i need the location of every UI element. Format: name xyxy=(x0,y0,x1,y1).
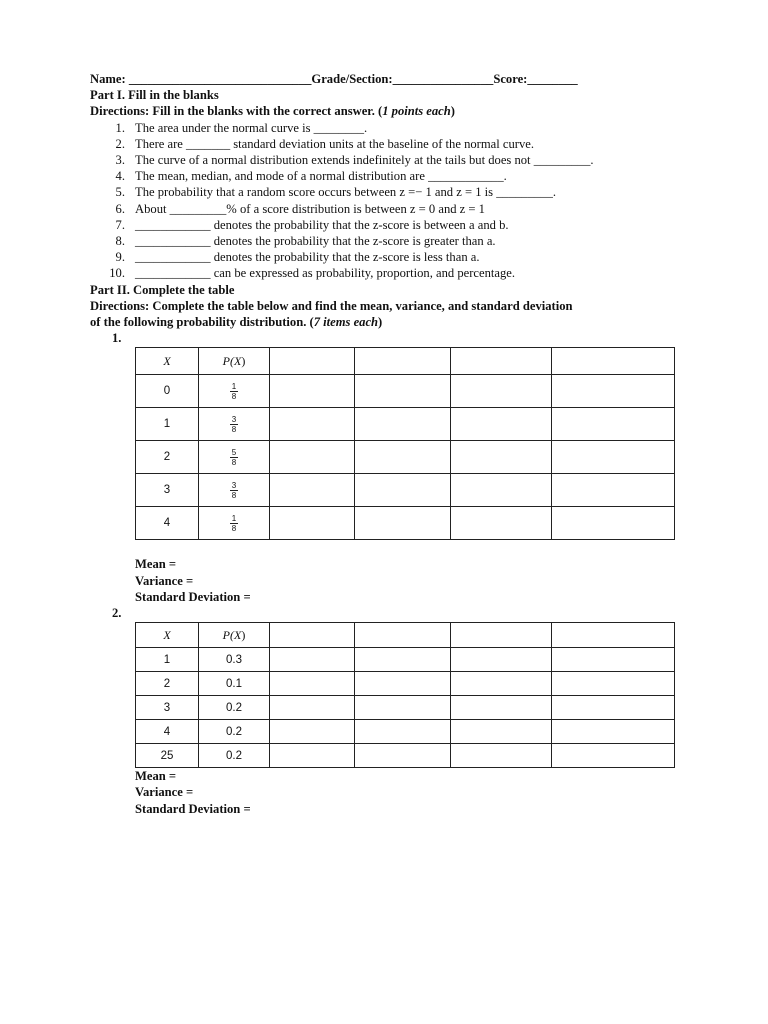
header-px xyxy=(199,623,270,648)
blank-cell[interactable] xyxy=(552,696,675,720)
header-px-close: ) xyxy=(241,627,246,642)
px-value: 0.3 xyxy=(199,648,270,672)
header-px-p: P( xyxy=(222,353,234,368)
part2-items-each: 7 items each xyxy=(313,315,379,330)
item-text: ____________ can be expressed as probability, proportion, and percentage. xyxy=(135,266,516,281)
fraction-numerator: 1 xyxy=(231,513,237,523)
header-px-close: ) xyxy=(241,353,246,368)
item-number: 2. xyxy=(115,136,125,151)
fraction xyxy=(230,415,238,434)
list-item xyxy=(90,152,690,168)
px-value xyxy=(199,474,270,507)
px-value: 0.2 xyxy=(199,696,270,720)
blank-cell[interactable] xyxy=(270,348,355,375)
fraction xyxy=(230,382,238,401)
item-number: 7. xyxy=(115,217,125,232)
fraction-denominator: 8 xyxy=(231,424,237,434)
blank-cell[interactable] xyxy=(270,696,355,720)
part1-title: Part I. Fill in the blanks xyxy=(90,88,219,103)
px-value: 0.2 xyxy=(199,744,270,768)
x-value: 3 xyxy=(136,474,199,507)
x-value: 25 xyxy=(136,744,199,768)
x-value: 2 xyxy=(136,441,199,474)
blank-cell[interactable] xyxy=(270,408,355,441)
header-x-text: X xyxy=(163,627,171,642)
px-value xyxy=(199,375,270,408)
blank-cell[interactable] xyxy=(355,474,451,507)
list-item xyxy=(90,136,690,152)
fraction-denominator: 8 xyxy=(231,391,237,401)
list-item xyxy=(90,201,690,217)
blank-cell[interactable] xyxy=(552,441,675,474)
table-row xyxy=(136,648,675,672)
header-px-x: X xyxy=(233,627,242,642)
table-row xyxy=(136,507,675,540)
part1-directions-close: ) xyxy=(450,104,455,119)
x-value: 1 xyxy=(136,648,199,672)
item-text: The probability that a random score occurs between z =− 1 and z = 1 is _________. xyxy=(135,185,557,200)
blank-cell[interactable] xyxy=(451,623,552,648)
blank-cell[interactable] xyxy=(451,744,552,768)
x-value: 0 xyxy=(136,375,199,408)
blank-cell[interactable] xyxy=(355,375,451,408)
fraction-numerator: 1 xyxy=(231,381,237,391)
blank-cell[interactable] xyxy=(355,744,451,768)
blank-cell[interactable] xyxy=(451,375,552,408)
px-value xyxy=(199,441,270,474)
part2-directions-close: ) xyxy=(378,315,383,330)
blank-cell[interactable] xyxy=(270,375,355,408)
x-value: 4 xyxy=(136,507,199,540)
part2-directions-line2 xyxy=(90,314,690,330)
blank-cell[interactable] xyxy=(451,474,552,507)
blank-cell[interactable] xyxy=(355,648,451,672)
blank-cell[interactable] xyxy=(552,720,675,744)
blank-cell[interactable] xyxy=(451,720,552,744)
fraction-numerator: 3 xyxy=(231,480,237,490)
blank-cell[interactable] xyxy=(552,375,675,408)
header-px xyxy=(199,348,270,375)
fraction xyxy=(230,481,238,500)
table-row xyxy=(136,696,675,720)
blank-cell[interactable] xyxy=(355,696,451,720)
mean-label: Mean = xyxy=(135,557,177,572)
blank-cell[interactable] xyxy=(552,648,675,672)
table-row xyxy=(136,375,675,408)
item-number: 8. xyxy=(115,234,125,249)
part1-directions-text: Directions: Fill in the blanks with the correct answer. ( xyxy=(90,104,383,119)
blank-cell[interactable] xyxy=(270,720,355,744)
item-number: 10. xyxy=(109,266,125,281)
part1-items-list xyxy=(90,120,690,282)
table-row xyxy=(136,408,675,441)
blank-cell[interactable] xyxy=(451,507,552,540)
item-text: ____________ denotes the probability that the z-score is between a and b. xyxy=(135,217,509,232)
blank-cell[interactable] xyxy=(355,507,451,540)
part2-directions-text: of the following probability distribution. ( xyxy=(90,315,314,330)
table-row xyxy=(136,672,675,696)
name-grade-score-line: Name: _____________________________Grade/Section:________________Score:________ xyxy=(90,72,578,86)
px-value xyxy=(199,408,270,441)
blank-cell[interactable] xyxy=(355,441,451,474)
blank-cell[interactable] xyxy=(270,623,355,648)
blank-cell[interactable] xyxy=(552,474,675,507)
header-px-p: P( xyxy=(222,627,234,642)
header-x-text: X xyxy=(163,353,171,368)
item-number: 3. xyxy=(115,153,125,168)
blank-cell[interactable] xyxy=(552,744,675,768)
blank-cell[interactable] xyxy=(270,474,355,507)
blank-cell[interactable] xyxy=(270,672,355,696)
item-text: The area under the normal curve is ________. xyxy=(135,120,368,135)
blank-cell[interactable] xyxy=(270,507,355,540)
standard-deviation-label: Standard Deviation = xyxy=(135,801,251,816)
blank-cell[interactable] xyxy=(552,623,675,648)
blank-cell[interactable] xyxy=(451,696,552,720)
blank-cell[interactable] xyxy=(270,744,355,768)
list-item xyxy=(90,184,690,200)
blank-cell[interactable] xyxy=(451,648,552,672)
blank-cell[interactable] xyxy=(552,672,675,696)
blank-cell[interactable] xyxy=(451,672,552,696)
list-item xyxy=(90,217,690,233)
fraction-denominator: 8 xyxy=(231,523,237,533)
table1-number: 1. xyxy=(112,331,122,346)
table-row xyxy=(136,744,675,768)
blank-cell[interactable] xyxy=(451,348,552,375)
list-item xyxy=(90,233,690,249)
probability-table-2 xyxy=(135,622,675,768)
px-value xyxy=(199,507,270,540)
fraction xyxy=(230,514,238,533)
table-header-row xyxy=(136,623,675,648)
blank-cell[interactable] xyxy=(270,648,355,672)
header-x xyxy=(136,623,199,648)
item-text: ____________ denotes the probability that the z-score is greater than a. xyxy=(135,234,496,249)
table2-number: 2. xyxy=(112,606,122,621)
probability-table-1 xyxy=(135,347,675,540)
worksheet-content xyxy=(90,71,690,817)
x-value: 4 xyxy=(136,720,199,744)
list-item xyxy=(90,249,690,265)
list-item xyxy=(90,168,690,184)
part2-title: Part II. Complete the table xyxy=(90,282,235,297)
blank-cell[interactable] xyxy=(355,408,451,441)
fraction-denominator: 8 xyxy=(231,490,237,500)
fraction-numerator: 5 xyxy=(231,447,237,457)
mean-label: Mean = xyxy=(135,769,177,784)
list-item xyxy=(90,120,690,136)
blank-cell[interactable] xyxy=(552,408,675,441)
x-value: 2 xyxy=(136,672,199,696)
blank-cell[interactable] xyxy=(552,507,675,540)
item-number: 9. xyxy=(115,250,125,265)
list-item xyxy=(90,265,690,281)
fraction-denominator: 8 xyxy=(231,457,237,467)
blank-cell[interactable] xyxy=(355,348,451,375)
table-row xyxy=(136,474,675,507)
blank-cell[interactable] xyxy=(355,623,451,648)
part2-directions-line1: Directions: Complete the table below and find the mean, variance, and standard deviation xyxy=(90,298,573,313)
x-value: 1 xyxy=(136,408,199,441)
item-number: 1. xyxy=(115,120,125,135)
table-row xyxy=(136,441,675,474)
item-text: There are _______ standard deviation units at the baseline of the normal curve. xyxy=(135,136,535,151)
part1-points: 1 points each xyxy=(382,104,451,119)
header-x xyxy=(136,348,199,375)
blank-cell[interactable] xyxy=(451,408,552,441)
fraction xyxy=(230,448,238,467)
header-px-x: X xyxy=(233,353,242,368)
standard-deviation-label: Standard Deviation = xyxy=(135,589,251,604)
table-row xyxy=(136,720,675,744)
blank-cell[interactable] xyxy=(355,720,451,744)
item-text: ____________ denotes the probability that the z-score is less than a. xyxy=(135,250,480,265)
item-number: 6. xyxy=(115,201,125,216)
variance-label: Variance = xyxy=(135,573,194,588)
item-number: 5. xyxy=(115,185,125,200)
table-header-row xyxy=(136,348,675,375)
variance-label: Variance = xyxy=(135,785,194,800)
blank-cell[interactable] xyxy=(552,348,675,375)
item-text: The curve of a normal distribution extends indefinitely at the tails but does not _________. xyxy=(135,153,594,168)
item-number: 4. xyxy=(115,169,125,184)
part1-directions xyxy=(90,103,690,119)
item-text: About _________% of a score distribution is between z = 0 and z = 1 xyxy=(135,201,485,216)
blank-cell[interactable] xyxy=(355,672,451,696)
px-value: 0.2 xyxy=(199,720,270,744)
blank-cell[interactable] xyxy=(451,441,552,474)
item-text: The mean, median, and mode of a normal distribution are ____________. xyxy=(135,169,507,184)
px-value: 0.1 xyxy=(199,672,270,696)
x-value: 3 xyxy=(136,696,199,720)
blank-cell[interactable] xyxy=(270,441,355,474)
fraction-numerator: 3 xyxy=(231,414,237,424)
